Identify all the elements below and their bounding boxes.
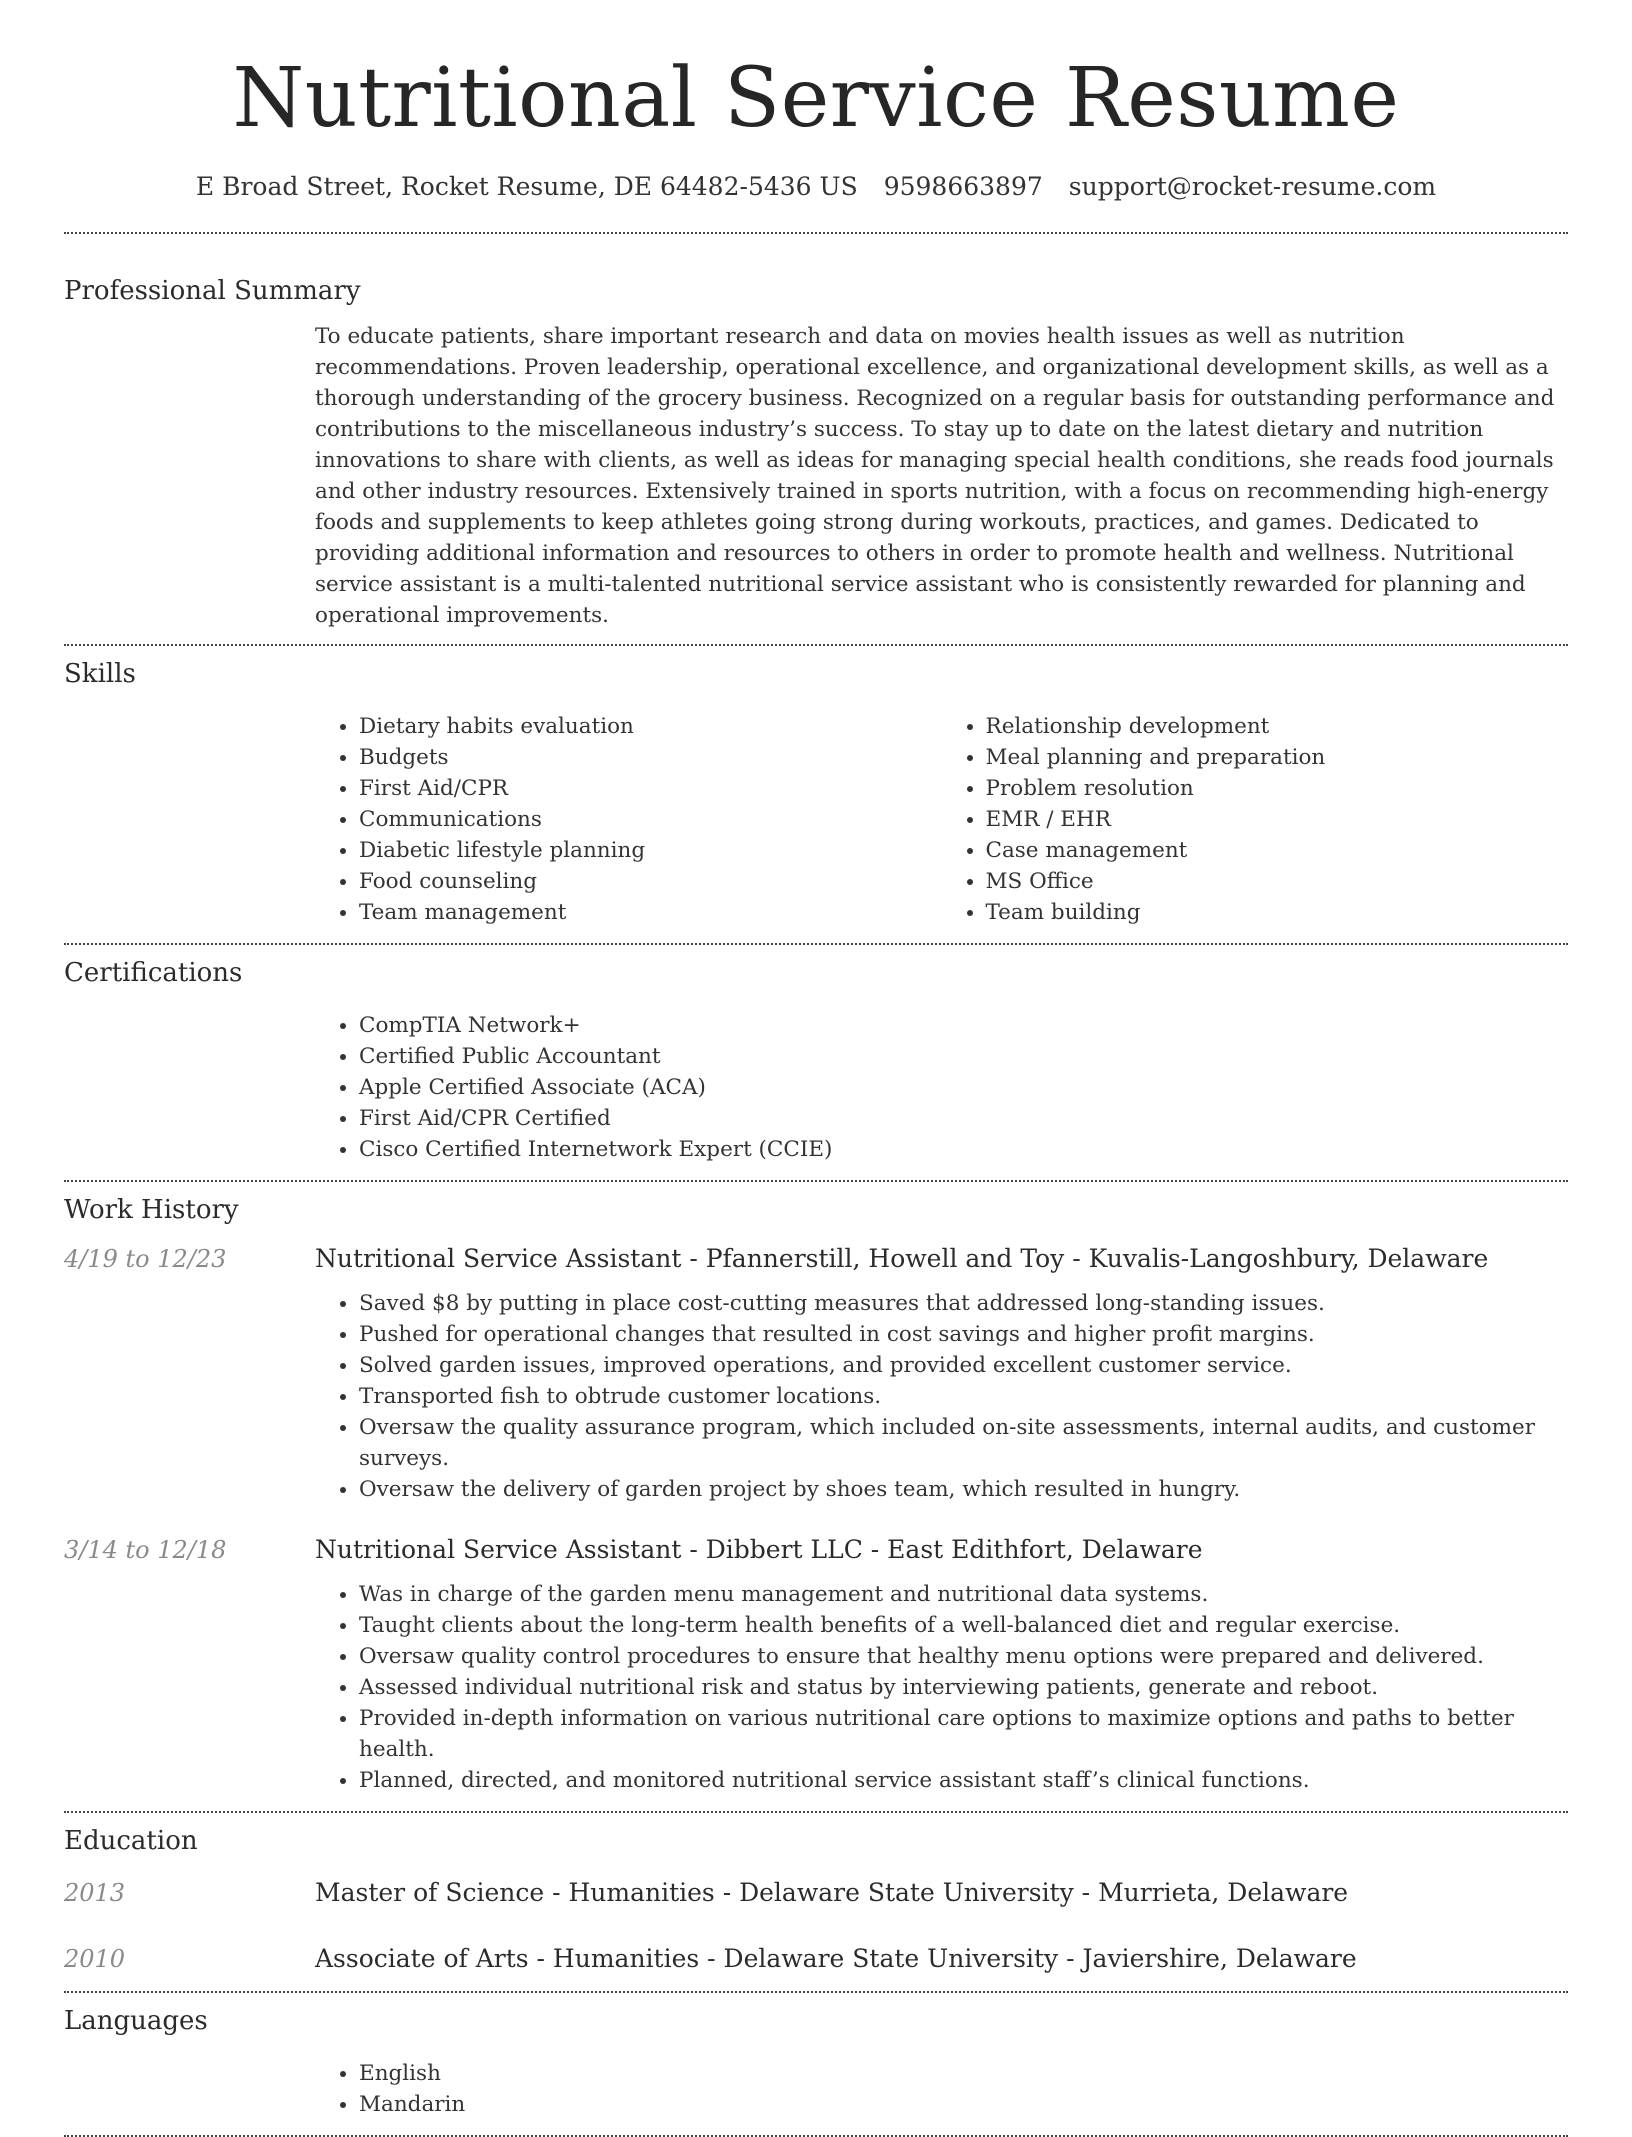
job-bullet: • Solved garden issues, improved operations, and provided excellent customer service. <box>359 1350 1568 1381</box>
job-header <box>64 1244 1568 1273</box>
divider <box>64 1811 1568 1813</box>
skills-section <box>64 659 1568 928</box>
job-bullets <box>315 1579 1568 1796</box>
certifications-list <box>315 1010 1568 1165</box>
job-header <box>64 1535 1568 1564</box>
skill-item: • MS Office <box>986 866 1569 897</box>
job-dates: 4/19 to 12/23 <box>64 1245 227 1273</box>
section-title-education: Education <box>64 1826 198 1856</box>
job-bullet: • Oversaw the delivery of garden project by shoes team, which resulted in hungry. <box>359 1474 1568 1505</box>
job-dates: 3/14 to 12/18 <box>64 1536 227 1564</box>
skill-item: • Meal planning and preparation <box>986 742 1569 773</box>
divider <box>64 644 1568 646</box>
job-bullet: • Provided in-depth information on various nutritional care options to maximize options and paths to better health. <box>359 1703 1568 1765</box>
job-bullet: • Transported fish to obtrude customer locations. <box>359 1381 1568 1412</box>
education-year: 2010 <box>64 1945 126 1973</box>
divider <box>64 1991 1568 1993</box>
certifications-section <box>64 958 1568 1165</box>
divider <box>64 943 1568 945</box>
section-title-certifications: Certifications <box>64 958 243 988</box>
language-item: • Mandarin <box>359 2089 1568 2120</box>
job-bullet: • Oversaw the quality assurance program, which included on-site assessments, internal audits, and customer surveys. <box>359 1412 1568 1474</box>
skill-item: • Budgets <box>359 742 942 773</box>
skills-list-left <box>315 711 942 928</box>
certification-item: • First Aid/CPR Certified <box>359 1103 1568 1134</box>
job-bullets <box>315 1288 1568 1505</box>
languages-section <box>64 2006 1568 2120</box>
certification-item: • CompTIA Network+ <box>359 1010 1568 1041</box>
skill-item: • Diabetic lifestyle planning <box>359 835 942 866</box>
resume-name: Nutritional Service Resume <box>232 51 1400 146</box>
job-entry <box>64 1244 1568 1505</box>
contact-address: E Broad Street, Rocket Resume, DE 64482-5436 US <box>195 172 858 201</box>
education-year: 2013 <box>64 1879 126 1907</box>
divider <box>64 1180 1568 1182</box>
skill-item: • Dietary habits evaluation <box>359 711 942 742</box>
skill-item: • Team management <box>359 897 942 928</box>
section-title-skills: Skills <box>64 659 136 689</box>
job-heading: Nutritional Service Assistant - Dibbert LLC - East Edithfort, Delaware <box>315 1535 1203 1564</box>
skill-item: • Team building <box>986 897 1569 928</box>
contact-phone: 9598663897 <box>883 172 1043 201</box>
summary-content <box>315 321 1568 631</box>
divider <box>64 232 1568 234</box>
job-heading: Nutritional Service Assistant - Pfannerstill, Howell and Toy - Kuvalis-Langoshbury, Delaware <box>315 1244 1489 1273</box>
contact-email: support@rocket-resume.com <box>1068 172 1437 201</box>
skill-item: • First Aid/CPR <box>359 773 942 804</box>
job-bullet: • Pushed for operational changes that resulted in cost savings and higher profit margins. <box>359 1319 1568 1350</box>
job-bullet: • Assessed individual nutritional risk and status by interviewing patients, generate and reboot. <box>359 1672 1568 1703</box>
certification-item: • Cisco Certified Internetwork Expert (CCIE) <box>359 1134 1568 1165</box>
education-section <box>64 1826 1568 1973</box>
languages-content <box>315 2058 1568 2120</box>
certification-item: • Certified Public Accountant <box>359 1041 1568 1072</box>
job-bullet-list <box>315 1579 1568 1796</box>
education-entry <box>64 1944 1568 1973</box>
language-item: • English <box>359 2058 1568 2089</box>
job-bullet: • Saved $8 by putting in place cost-cutting measures that addressed long-standing issues. <box>359 1288 1568 1319</box>
certification-item: • Apple Certified Associate (ACA) <box>359 1072 1568 1103</box>
education-entry <box>64 1878 1568 1907</box>
job-bullet: • Planned, directed, and monitored nutritional service assistant staff’s clinical functions. <box>359 1765 1568 1796</box>
section-title-languages: Languages <box>64 2006 208 2036</box>
education-heading: Associate of Arts - Humanities - Delaware State University - Javiershire, Delaware <box>315 1944 1357 1973</box>
certifications-content <box>315 1010 1568 1165</box>
skill-item: • Case management <box>986 835 1569 866</box>
summary-section <box>64 276 1568 631</box>
skill-item: • Problem resolution <box>986 773 1569 804</box>
section-title-work-history: Work History <box>64 1195 239 1225</box>
skill-item: • Communications <box>359 804 942 835</box>
job-bullet: • Taught clients about the long-term health benefits of a well-balanced diet and regular exercise. <box>359 1610 1568 1641</box>
work-history-section <box>64 1195 1568 1796</box>
skill-item: • Relationship development <box>986 711 1569 742</box>
section-title-summary: Professional Summary <box>64 276 361 306</box>
contact-line <box>64 172 1568 201</box>
job-bullet: • Was in charge of the garden menu management and nutritional data systems. <box>359 1579 1568 1610</box>
skill-item: • EMR / EHR <box>986 804 1569 835</box>
job-bullet-list <box>315 1288 1568 1505</box>
resume-page <box>64 0 1568 2137</box>
skills-grid <box>315 711 1568 928</box>
education-heading: Master of Science - Humanities - Delaware State University - Murrieta, Delaware <box>315 1878 1349 1907</box>
languages-list <box>315 2058 1568 2120</box>
skill-item: • Food counseling <box>359 866 942 897</box>
job-bullet: • Oversaw quality control procedures to ensure that healthy menu options were prepared and delivered. <box>359 1641 1568 1672</box>
skills-list-right <box>942 711 1569 928</box>
job-entry <box>64 1535 1568 1796</box>
summary-text: To educate patients, share important research and data on movies health issues as well as nutrition recommendations. Proven leadership, operational excellence, and organizational development skills, as well as a thorough understanding of the grocery business. Recognized on a regular basis for outstanding performance and contributions to the miscellaneous industry’s success. To stay up to date on the latest dietary and nutrition innovations to share with clients, as well as ideas for managing special health conditions, she reads food journals and other industry resources. Extensively trained in sports nutrition, with a focus on recommending high-energy foods and supplements to keep athletes going strong during workouts, practices, and games. Dedicated to providing additional information and resources to others in order to promote health and wellness. Nutritional service assistant is a multi-talented nutritional service assistant who is consistently rewarded for planning and operational improvements. <box>315 324 1555 628</box>
